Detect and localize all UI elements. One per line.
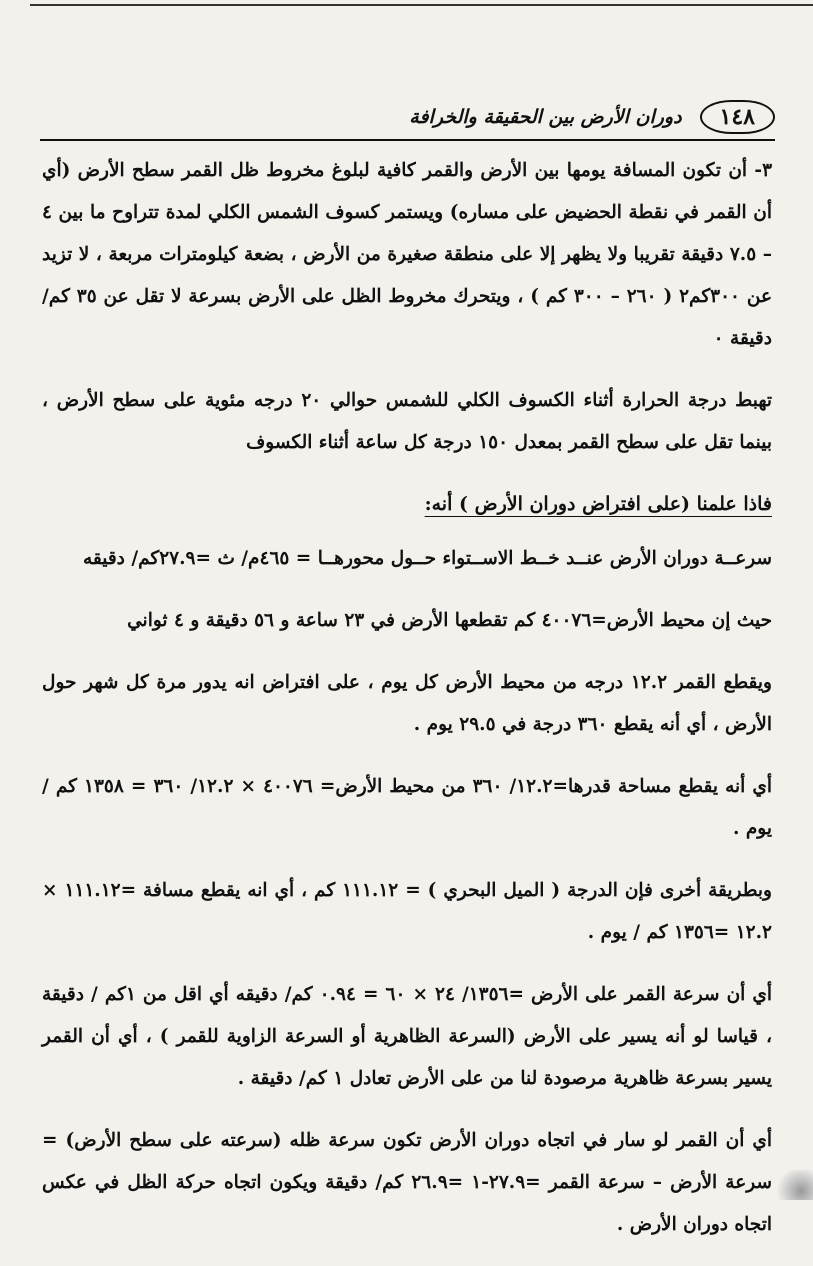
paragraph-7: وبطريقة أخرى فإن الدرجة ( الميل البحري ) = ١١١.١٢ كم ، أي انه يقطع مسافة =١١١.١٢ × ١٢.٢ =١٣٥٦ كم / يوم . [42,880,772,943]
paragraph-9: أي أن القمر لو سار في اتجاه دوران الأرض تكون سرعة ظله (سرعته على سطح الأرض) = سرعة الأرض – سرعة القمر =٢٧.٩-١ =٢٦.٩ كم/ دقيقة ويكون اتجاه حركة الظل في عكس اتجاه دوران الأرض . [42,1130,772,1235]
paragraph-1: ٣- أن تكون المسافة يومها بين الأرض والقمر كافية لبلوغ مخروط ظل القمر سطح الأرض (أي أن القمر في نقطة الحضيض على مساره) ويستمر كسوف الشمس الكلي لمدة تتراوح ما بين ٤ – ٧.٥ دقيقة تقريبا ولا يظهر إلا على منطقة صغيرة من الأرض ، بضعة كيلومترات مربعة ، لا تزيد عن ٣٠٠كم٢ ( ٢٦٠ – ٣٠٠ كم ) ، ويتحرك مخروط الظل على الأرض بسرعة لا تقل عن ٣٥ كم/ دقيقة ٠ [42,160,773,349]
paragraph-6: أي أنه يقطع مساحة قدرها=١٢.٢/ ٣٦٠ من محيط الأرض= ٤٠٠٧٦ × ١٢.٢/ ٣٦٠ = ١٣٥٨ كم / يوم . [42,776,772,839]
header-rule [40,139,775,141]
page-top-edge [30,4,813,6]
page-number: ١٤٨ [700,100,775,134]
paragraph-3: سرعــة دوران الأرض عنــد خــط الاســتواء حــول محورهــا = ٤٦٥م/ ث =٢٧.٩كم/ دقيقه [82,548,772,569]
page-body [42,150,772,1266]
paragraph-8: أي أن سرعة القمر على الأرض =١٣٥٦/ ٢٤ × ٦٠ = ٠.٩٤ كم/ دقيقه أي اقل من ١كم / دقيقة ، قياسا لو أنه يسير على الأرض (السرعة الظاهرية أو السرعة الزاوية للقمر ) ، أي أن القمر يسير بسرعة ظاهرية مرصودة لنا من على الأرض تعادل ١ كم/ دقيقة . [42,984,772,1089]
paragraph-4: حيث إن محيط الأرض=٤٠٠٧٦ كم تقطعها الأرض في ٢٣ ساعة و ٥٦ دقيقة و ٤ ثواني [127,610,772,631]
section-heading-text: فاذا علمنا (على افتراض دوران الأرض ) أنه: [424,493,772,515]
section-heading [42,484,772,524]
corner-smudge [773,1170,813,1200]
paragraph-5: ويقطع القمر ١٢.٢ درجه من محيط الأرض كل يوم ، على افتراض انه يدور مرة كل شهر حول الأرض ، أي أنه يقطع ٣٦٠ درجة في ٢٩.٥ يوم . [42,672,772,735]
book-title: دوران الأرض بين الحقيقة والخرافة [409,106,682,128]
page-header [40,95,775,139]
paragraph-2: تهبط درجة الحرارة أثناء الكسوف الكلي للشمس حوالي ٢٠ درجه مئوية على سطح الأرض ، بينما تقل على سطح القمر بمعدل ١٥٠ درجة كل ساعة أثناء الكسوف [42,390,773,453]
